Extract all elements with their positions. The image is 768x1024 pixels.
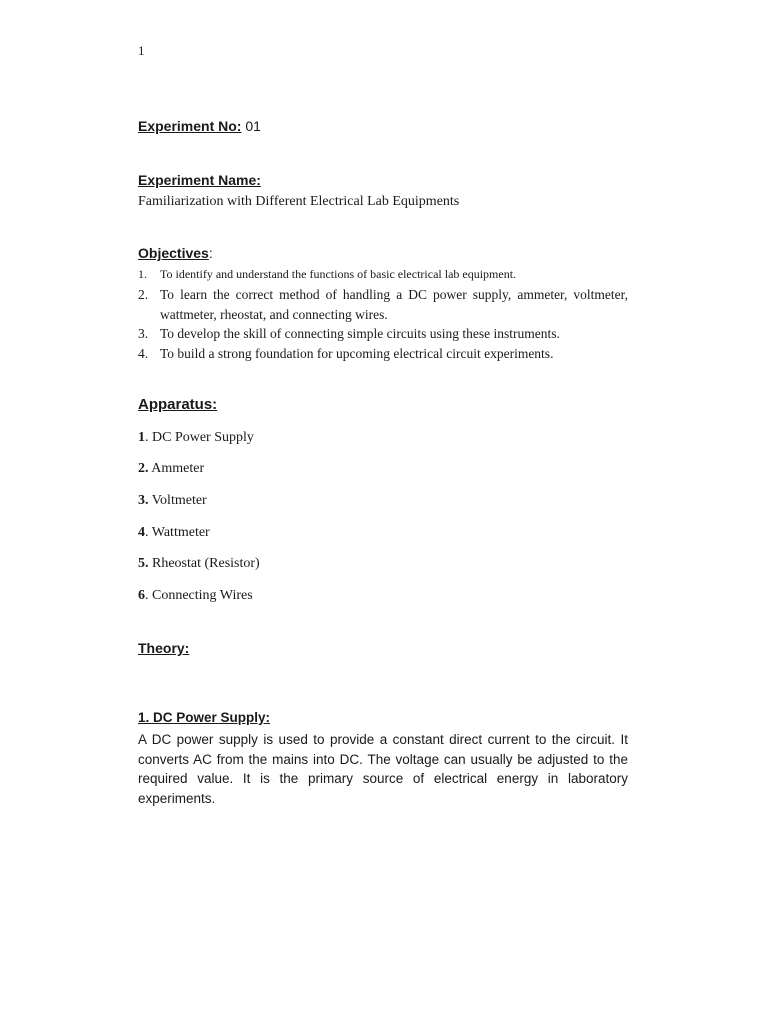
apparatus-text: Rheostat (Resistor) bbox=[152, 556, 260, 571]
apparatus-text: Ammeter bbox=[151, 461, 205, 476]
apparatus-separator: . bbox=[145, 430, 152, 445]
apparatus-number: 1 bbox=[138, 430, 145, 445]
apparatus-number: 6 bbox=[138, 588, 145, 603]
objective-item bbox=[138, 324, 628, 344]
apparatus-text: DC Power Supply bbox=[152, 430, 254, 445]
objective-item bbox=[138, 266, 628, 282]
experiment-name-label: Experiment Name: bbox=[138, 172, 261, 188]
apparatus-text: Connecting Wires bbox=[152, 588, 253, 603]
apparatus-item bbox=[138, 556, 260, 572]
page-number: 1 bbox=[138, 43, 145, 58]
apparatus-item bbox=[138, 493, 207, 509]
experiment-number-label: Experiment No: bbox=[138, 118, 242, 134]
apparatus-number: 4 bbox=[138, 525, 145, 540]
objective-text: To build a strong foundation for upcoming electrical circuit experiments. bbox=[160, 345, 554, 361]
objectives-list bbox=[138, 266, 628, 363]
theory-heading: Theory: bbox=[138, 640, 190, 656]
apparatus-item bbox=[138, 588, 253, 604]
apparatus-number: 3. bbox=[138, 493, 149, 508]
objectives-colon: : bbox=[208, 245, 213, 261]
apparatus-text: Voltmeter bbox=[151, 493, 207, 508]
objective-number: 4. bbox=[138, 345, 149, 361]
apparatus-heading: Apparatus: bbox=[138, 396, 218, 413]
apparatus-item bbox=[138, 525, 210, 541]
objective-text: To identify and understand the functions of basic electrical lab equipment. bbox=[160, 267, 517, 281]
objective-item bbox=[138, 285, 628, 324]
objectives-heading bbox=[138, 245, 213, 261]
dc-power-supply-heading: 1. DC Power Supply: bbox=[138, 710, 271, 725]
objectives-label: Objectives bbox=[138, 245, 209, 261]
apparatus-number: 2. bbox=[138, 461, 149, 476]
apparatus-item bbox=[138, 461, 204, 477]
objective-text: To develop the skill of connecting simple circuits using these instruments. bbox=[160, 326, 560, 341]
apparatus-separator: . bbox=[145, 588, 152, 603]
apparatus-text: Wattmeter bbox=[151, 525, 210, 540]
objective-text: To learn the correct method of handling a DC power supply, ammeter, voltmeter, wattmeter, rheostat, and connecting wires. bbox=[160, 287, 628, 322]
objective-number: 2. bbox=[138, 287, 149, 302]
apparatus-separator: . bbox=[145, 525, 152, 540]
objective-number: 1. bbox=[138, 267, 147, 281]
experiment-number bbox=[138, 118, 261, 134]
experiment-name-value: Familiarization with Different Electrical Lab Equipments bbox=[138, 194, 460, 209]
objective-number: 3. bbox=[138, 326, 149, 341]
experiment-number-value: 01 bbox=[241, 118, 261, 134]
apparatus-number: 5. bbox=[138, 556, 149, 571]
dc-power-supply-paragraph: A DC power supply is used to provide a constant direct current to the circuit. It converts AC from the mains into DC. The voltage can usually be adjusted to the required value. It is the primary source of electrical energy in laboratory experiments. bbox=[138, 732, 628, 807]
objective-item bbox=[138, 344, 628, 364]
apparatus-item bbox=[138, 430, 254, 446]
